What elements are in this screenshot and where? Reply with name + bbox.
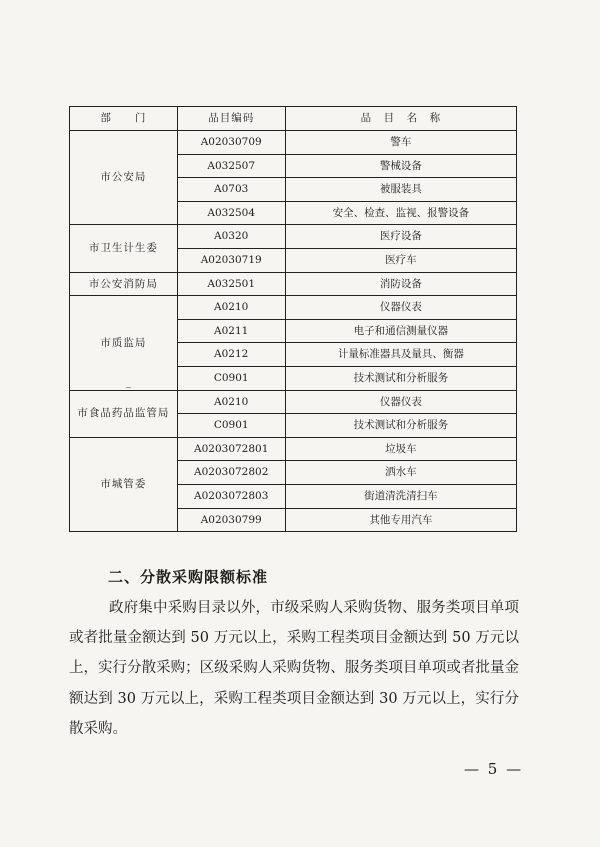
- scan-mark: ~: [125, 383, 132, 392]
- item-name-cell: 消防设备: [285, 272, 516, 296]
- header-code: 品目编码: [177, 107, 285, 131]
- item-name-cell: 医疗设备: [285, 225, 516, 249]
- header-name: 品 目 名 称: [285, 107, 516, 131]
- table-row: [70, 296, 517, 320]
- item-name-cell: 技术测试和分析服务: [285, 414, 516, 438]
- code-cell: A02030709: [177, 131, 285, 155]
- code-cell: A0211: [177, 319, 285, 343]
- dept-cell: 市公安局: [70, 131, 178, 225]
- item-name-cell: 被服装具: [285, 178, 516, 202]
- table-row: [70, 131, 517, 155]
- code-cell: C0901: [177, 414, 285, 438]
- code-cell: A0203072801: [177, 437, 285, 461]
- code-cell: A032501: [177, 272, 285, 296]
- table-row: [70, 225, 517, 249]
- code-cell: A0320: [177, 225, 285, 249]
- section-heading: 二、分散采购限额标准: [108, 568, 269, 586]
- page-number: — 5 —: [464, 760, 524, 778]
- code-cell: A0210: [177, 390, 285, 414]
- item-name-cell: 仪器仪表: [285, 296, 516, 320]
- item-name-cell: 技术测试和分析服务: [285, 366, 516, 390]
- code-cell: A032507: [177, 154, 285, 178]
- item-name-cell: 电子和通信测量仪器: [285, 319, 516, 343]
- item-name-cell: 计量标准器具及量具、衡器: [285, 343, 516, 367]
- item-name-cell: 街道清洗清扫车: [285, 484, 516, 508]
- header-dept: 部 门: [70, 107, 178, 131]
- dept-cell: 市城管委: [70, 437, 178, 531]
- code-cell: A02030799: [177, 508, 285, 532]
- dept-cell: 市公安消防局: [70, 272, 178, 296]
- table-row: [70, 437, 517, 461]
- item-name-cell: 医疗车: [285, 248, 516, 272]
- item-name-cell: 垃圾车: [285, 437, 516, 461]
- item-name-cell: 仪器仪表: [285, 390, 516, 414]
- table-header-row: [70, 107, 517, 131]
- item-name-cell: 警车: [285, 131, 516, 155]
- item-name-cell: 警械设备: [285, 154, 516, 178]
- section-paragraph: 政府集中采购目录以外，市级采购人采购货物、服务类项目单项或者批量金额达到 50 万元以上，采购工程类项目金额达到 50 万元以上，实行分散采购；区级采购人采购货物、服务类项目单项或者批量金额达到 30 万元以上，采购工程类项目金额达到 30 万元以上，实行分散采购。: [69, 600, 519, 737]
- code-cell: A0703: [177, 178, 285, 202]
- code-cell: A0210: [177, 296, 285, 320]
- dept-cell: 市质监局: [70, 296, 178, 390]
- item-name-cell: 其他专用汽车: [285, 508, 516, 532]
- code-cell: A0203072803: [177, 484, 285, 508]
- procurement-catalog-table: [69, 106, 517, 532]
- code-cell: A0212: [177, 343, 285, 367]
- dept-cell: 市卫生计生委: [70, 225, 178, 272]
- table-row: [70, 272, 517, 296]
- table-row: [70, 390, 517, 414]
- code-cell: A032504: [177, 201, 285, 225]
- code-cell: C0901: [177, 366, 285, 390]
- code-cell: A0203072802: [177, 461, 285, 485]
- dept-cell: 市食品药品监管局: [70, 390, 178, 437]
- item-name-cell: 安全、检查、监视、报警设备: [285, 201, 516, 225]
- code-cell: A02030719: [177, 248, 285, 272]
- item-name-cell: 洒水车: [285, 461, 516, 485]
